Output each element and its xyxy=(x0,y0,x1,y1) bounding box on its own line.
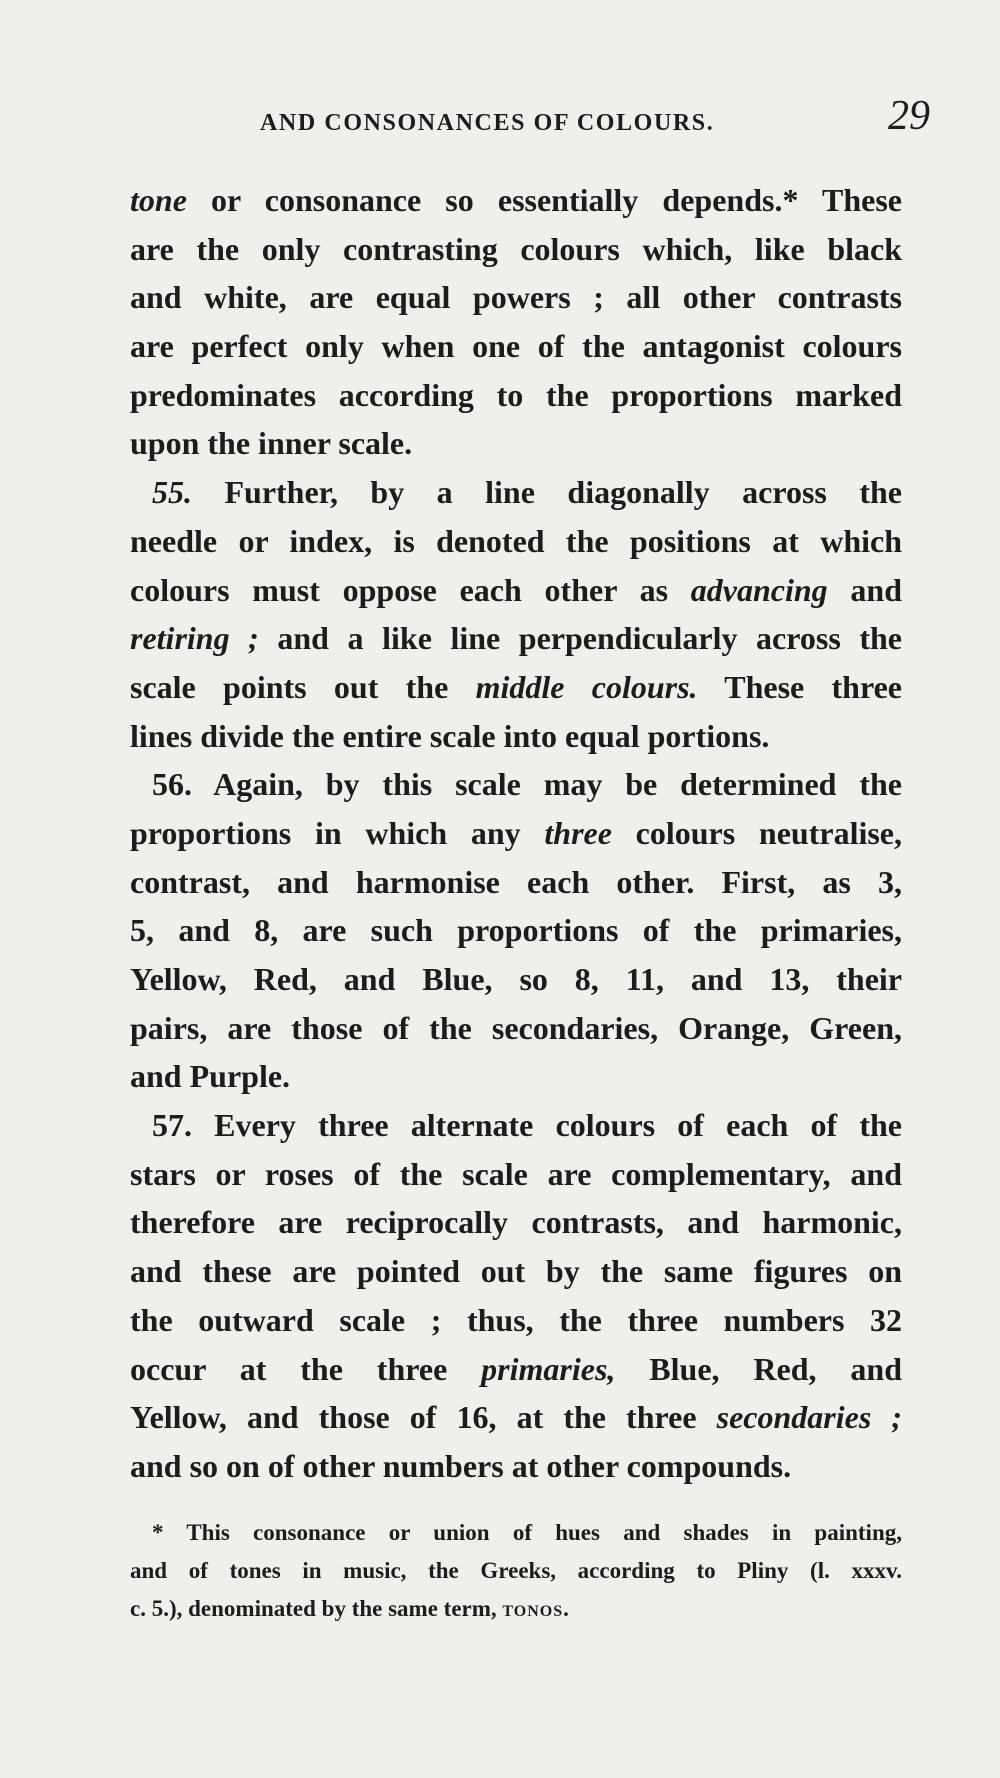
text-line: predominates according to the proportions marked xyxy=(130,376,902,413)
page-number: 29 xyxy=(888,93,930,139)
text-line: upon the inner scale. xyxy=(130,425,413,462)
text-line: Yellow, and those of 16, at the three secondaries ; xyxy=(130,1399,902,1436)
text-line: stars or roses of the scale are complementary, and xyxy=(130,1155,902,1192)
footnote-line: and of tones in music, the Greeks, according to Pliny (l. xxxv. xyxy=(130,1558,902,1583)
text-line: scale points out the middle colours. These three xyxy=(130,668,902,705)
small-caps-term: tonos xyxy=(502,1596,564,1621)
text-line: are the only contrasting colours which, like black xyxy=(130,230,902,267)
paragraph-56-start: 56. Again, by this scale may be determined the xyxy=(152,766,902,803)
text-line: lines divide the entire scale into equal portions. xyxy=(130,717,770,754)
text-line: therefore are reciprocally contrasts, and harmonic, xyxy=(130,1204,902,1241)
text-line: needle or index, is denoted the positions at which xyxy=(130,522,902,559)
text-line: and Purple. xyxy=(130,1058,291,1095)
text-line: tone or consonance so essentially depends.* These xyxy=(130,182,902,218)
text-line: contrast, and harmonise each other. First, as 3, xyxy=(130,863,902,900)
text-line: colours must oppose each other as advancing and xyxy=(130,571,902,608)
text-line: are perfect only when one of the antagonist colours xyxy=(130,328,902,365)
paragraph-55-start: 55. Further, by a line diagonally across the xyxy=(152,474,902,511)
text-line: Yellow, Red, and Blue, so 8, 11, and 13, their xyxy=(130,961,902,997)
footnote-line: c. 5.), denominated by the same term, tonos. xyxy=(130,1596,569,1621)
paragraph-57-start: 57. Every three alternate colours of each of the xyxy=(152,1107,902,1144)
text-line: occur at the three primaries, Blue, Red, and xyxy=(130,1350,902,1387)
text-line: proportions in which any three colours neutralise, xyxy=(130,814,902,851)
text-line: and so on of other numbers at other compounds. xyxy=(130,1447,792,1484)
text-line: 5, and 8, are such proportions of the primaries, xyxy=(130,912,902,949)
text-line: and white, are equal powers ; all other contrasts xyxy=(130,279,902,316)
text-line: the outward scale ; thus, the three numbers 32 xyxy=(130,1301,902,1338)
running-head: AND CONSONANCES OF COLOURS. xyxy=(260,110,715,136)
text-line: pairs, are those of the secondaries, Orange, Green, xyxy=(130,1009,902,1046)
footnote xyxy=(130,1514,902,1628)
page-header xyxy=(130,92,930,152)
footnote-line: * This consonance or union of hues and shades in painting, xyxy=(152,1520,902,1545)
text-line: and these are pointed out by the same figures on xyxy=(130,1253,902,1290)
text-line: retiring ; and a like line perpendicularly across the xyxy=(130,620,902,657)
body-text xyxy=(130,176,902,1491)
